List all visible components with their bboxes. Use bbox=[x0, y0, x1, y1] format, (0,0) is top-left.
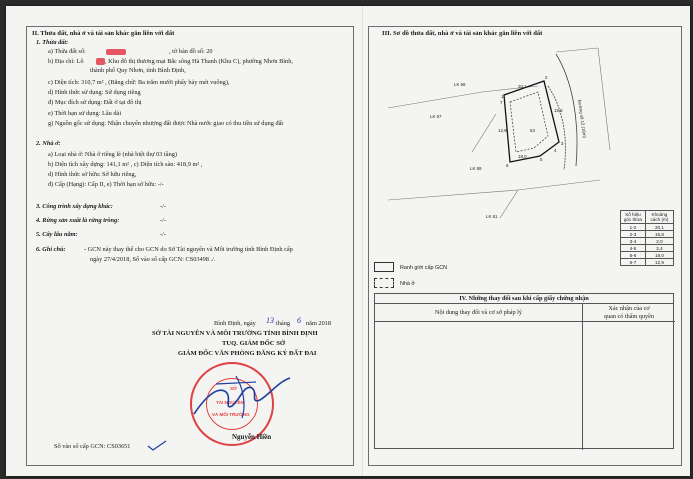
map-label-lk69: LK 69 bbox=[470, 166, 482, 171]
authorization-line: TUQ. GIÁM ĐỐC SỞ bbox=[222, 340, 286, 347]
perennial-value: -/- bbox=[160, 231, 166, 238]
map-point-5: 5 bbox=[540, 157, 543, 162]
address-text: , Khu đô thị thương mại Bắc sông Hà Thanh (Khu C), phường Nhơn Bình, bbox=[105, 58, 293, 65]
address-prefix: b) Địa chỉ: Lô bbox=[48, 58, 84, 65]
section-iii-title: III. Sơ đồ thửa đất, nhà ở và tài sản khác gắn liền với đất bbox=[382, 30, 543, 37]
changes-confirm-header bbox=[583, 304, 675, 322]
redacted-lot-number bbox=[96, 58, 105, 65]
changes-confirm-column bbox=[583, 304, 675, 450]
house-areas: b) Diện tích xây dựng: 141,1 m² , c) Diện tích sàn: 418,9 m² , bbox=[48, 161, 203, 168]
redacted-land-number bbox=[106, 49, 126, 55]
other-construction-label: 3. Công trình xây dựng khác: bbox=[36, 203, 113, 210]
map-point-3: 3 bbox=[561, 141, 564, 146]
land-use-term: e) Thời hạn sử dụng: Lâu dài bbox=[48, 110, 122, 117]
house-grade: đ) Cấp (Hạng): Cấp II, e) Thời hạn sở hữu: -/- bbox=[48, 181, 164, 188]
legend-house-swatch bbox=[374, 278, 394, 288]
sign-month-label: tháng bbox=[276, 320, 290, 327]
table-row: 4-5 2,4 bbox=[621, 245, 674, 252]
register-number: Số vào sổ cấp GCN: CS03651 bbox=[54, 443, 131, 450]
note-line-2: ngày 27/4/2018, Số vào sổ cấp GCN: CS03498 ./. bbox=[90, 256, 216, 263]
page-fold bbox=[362, 6, 364, 476]
land-area: c) Diện tích: 310,7 m² , (Bằng chữ: Ba trăm mười phẩy bảy mét vuông), bbox=[48, 79, 230, 86]
house-heading: 2. Nhà ở: bbox=[36, 140, 61, 147]
note-line-1: - GCN này thay thế cho GCN do Sở Tài nguyên và Môi trường tỉnh Bình Định cấp bbox=[84, 246, 293, 253]
seal-text-top: SỞ bbox=[230, 386, 237, 391]
house-type: a) Loại nhà ở: Nhà ở riêng lẻ (nhà biệt thự 03 tầng) bbox=[48, 151, 177, 158]
note-label: 6. Ghi chú: bbox=[36, 246, 66, 253]
land-map-sheet: , tờ bản đồ số: 20 bbox=[169, 48, 213, 55]
sign-month: 6 bbox=[297, 316, 301, 325]
table-row: 5-6 18,0 bbox=[621, 252, 674, 259]
map-point-1: 1 bbox=[501, 94, 504, 99]
sign-day: 13 bbox=[266, 316, 274, 325]
handwritten-signature bbox=[186, 366, 296, 426]
land-number-prefix: a) Thửa đất số: bbox=[48, 48, 86, 55]
register-check-mark bbox=[146, 440, 170, 452]
map-dim-5-6: 18,0 bbox=[518, 154, 527, 159]
map-point-6: 6 bbox=[506, 163, 509, 168]
map-label-lk66: LK 66 bbox=[454, 82, 466, 87]
sign-year: năm 2018 bbox=[306, 320, 332, 327]
address-line-2: thành phố Quy Nhơn, tỉnh Bình Định, bbox=[90, 67, 186, 74]
land-use-form: d) Hình thức sử dụng: Sử dụng riêng bbox=[48, 89, 141, 96]
boundary-distance-table bbox=[620, 210, 674, 266]
seal-text-bottom: VÀ MÔI TRƯỜNG bbox=[212, 412, 250, 417]
map-label-lk67: LK 67 bbox=[430, 114, 442, 119]
sign-date-prefix: Bình Định, ngày bbox=[214, 320, 256, 327]
certificate-sheet bbox=[6, 6, 690, 476]
forest-label: 4. Rừng sản xuất là rừng trồng: bbox=[36, 217, 120, 224]
changes-title: IV. Những thay đổi sau khi cấp giấy chứng nhận bbox=[375, 294, 673, 304]
land-use-origin: g) Nguồn gốc sử dụng: Nhận chuyển nhượng đất được Nhà nước giao có thu tiền sử dụng đất bbox=[48, 120, 284, 127]
table-row: 2-3 15,8 bbox=[621, 231, 674, 238]
legend-house-label: Nhà ở bbox=[400, 281, 415, 287]
changes-table bbox=[374, 293, 674, 449]
house-ownership: d) Hình thức sở hữu: Sở hữu riêng, bbox=[48, 171, 137, 178]
map-street-label: Đường số 12 (16m) bbox=[577, 99, 588, 139]
map-dim-2-3: 15,8 bbox=[554, 108, 563, 113]
map-point-7: 7 bbox=[500, 100, 503, 105]
table-row: 1-2 20,1 bbox=[621, 224, 674, 231]
map-dim-1-2: 20,1 bbox=[518, 84, 527, 89]
map-lot-number: 63 bbox=[530, 128, 535, 133]
changes-confirm-line-1: Xác nhận của cơ bbox=[608, 305, 650, 312]
table-header-distance: Khoảng cách (m) bbox=[645, 211, 673, 224]
land-use-purpose: đ) Mục đích sử dụng: Đất ở tại đô thị bbox=[48, 99, 142, 106]
table-row: 6-7 12,9 bbox=[621, 259, 674, 266]
changes-content-column bbox=[375, 304, 583, 450]
table-row: 3-4 2,0 bbox=[621, 238, 674, 245]
map-dim-6-7: 12,9 bbox=[498, 128, 507, 133]
perennial-label: 5. Cây lâu năm: bbox=[36, 231, 78, 238]
seal-text-mid: TÀI NGUYÊN bbox=[216, 400, 244, 405]
legend-boundary-swatch bbox=[374, 262, 394, 272]
other-construction-value: -/- bbox=[160, 203, 166, 210]
map-point-4: 4 bbox=[554, 148, 557, 153]
land-heading: 1. Thửa đất: bbox=[36, 39, 69, 46]
signer-name: Nguyễn Hiền bbox=[232, 433, 272, 441]
map-label-lk61: LK 61 bbox=[486, 214, 498, 219]
forest-value: -/- bbox=[160, 217, 166, 224]
section-ii-title: II. Thửa đất, nhà ở và tài sản khác gắn liền với đất bbox=[32, 30, 175, 37]
office-director-title: GIÁM ĐỐC VĂN PHÒNG ĐĂNG KÝ ĐẤT ĐAI bbox=[178, 350, 317, 357]
map-point-2: 2 bbox=[545, 75, 548, 80]
issuing-org: SỞ TÀI NGUYÊN VÀ MÔI TRƯỜNG TỈNH BÌNH ĐỊNH bbox=[152, 330, 318, 337]
changes-confirm-line-2: quan có thẩm quyền bbox=[603, 313, 654, 320]
table-header-corner: Số hiệu góc thửa bbox=[621, 211, 646, 224]
legend-boundary-label: Ranh giới cấp GCN bbox=[400, 265, 447, 271]
changes-content-header: Nội dung thay đổi và cơ sở pháp lý bbox=[375, 304, 582, 322]
